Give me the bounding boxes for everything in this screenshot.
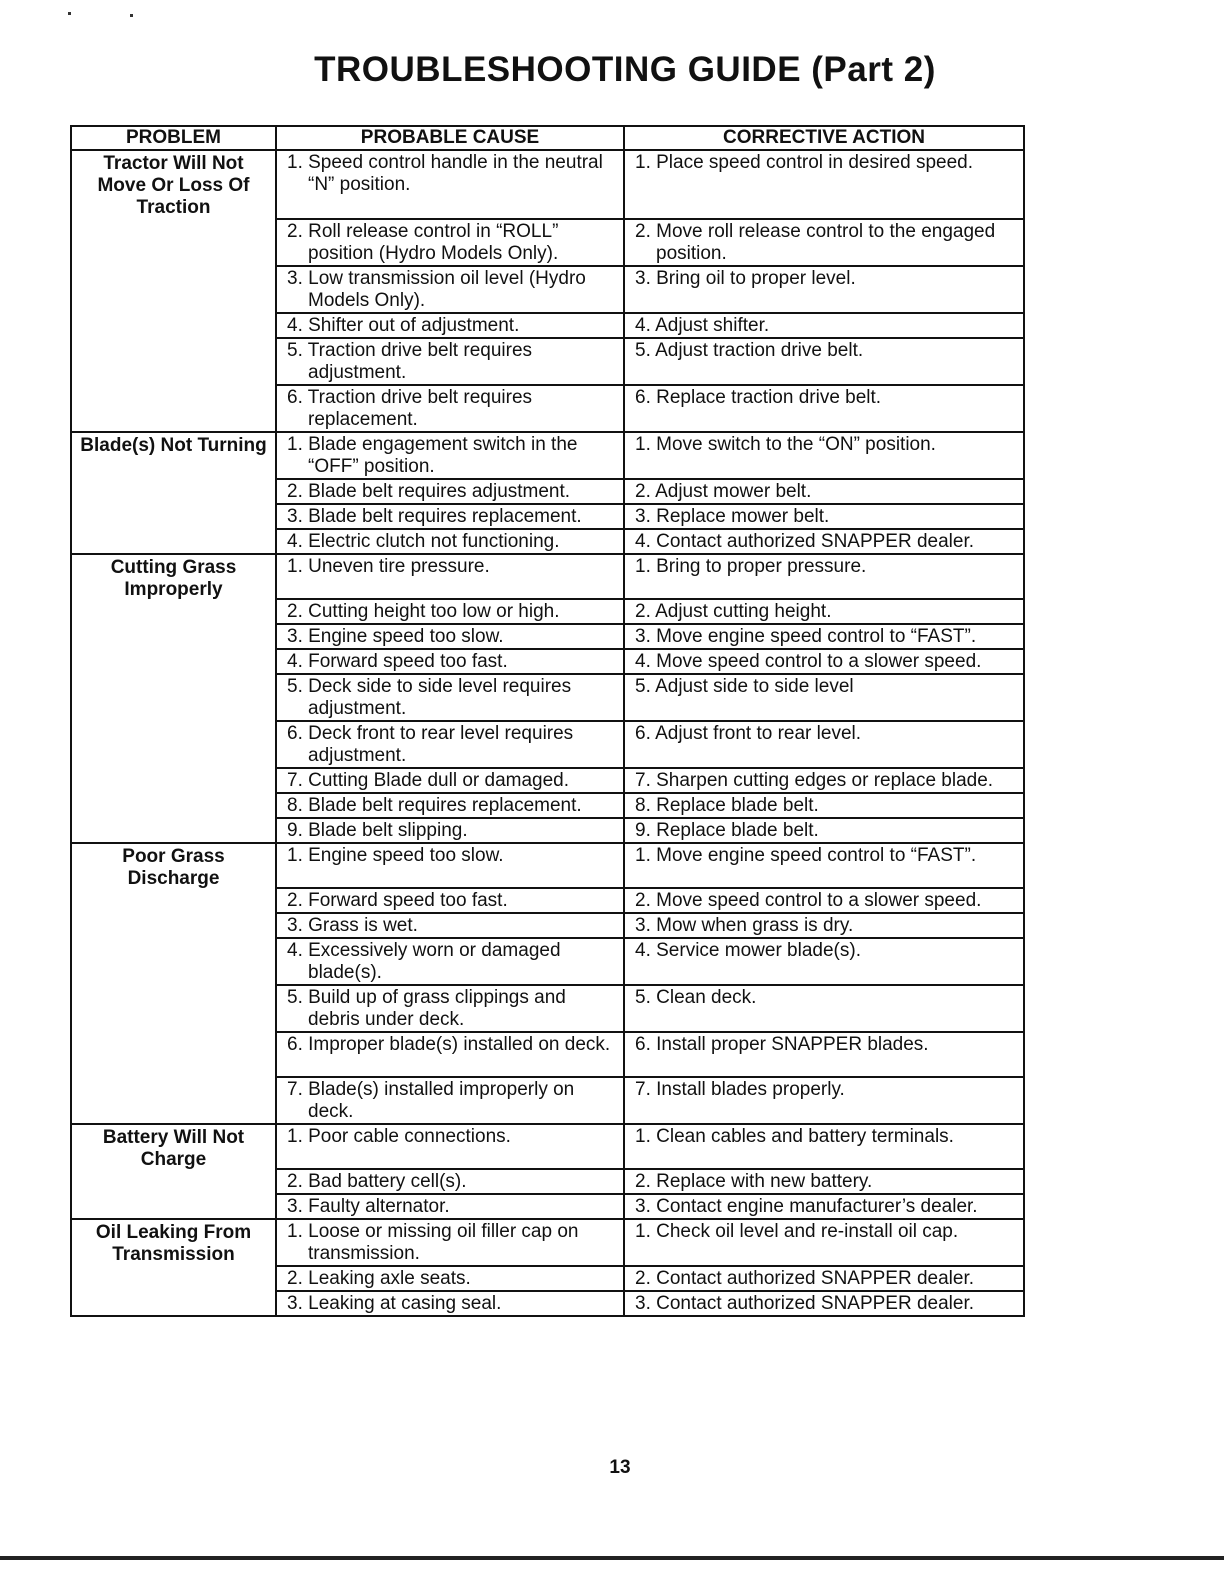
cause-cell [276, 504, 624, 529]
cause-text: 3. Engine speed too slow. [287, 626, 504, 647]
table-row [71, 1219, 1024, 1266]
action-cell [624, 768, 1024, 793]
action-cell [624, 793, 1024, 818]
action-cell [624, 1194, 1024, 1219]
action-text: 3. Move engine speed control to “FAST”. [635, 626, 977, 647]
problem-cell: Blade(s) Not Turning [71, 432, 276, 554]
action-text: 8. Replace blade belt. [635, 795, 819, 816]
cause-text: 1. Loose or missing oil filler cap on transmission. [287, 1221, 579, 1264]
action-text: 2. Move roll release control to the engaged position. [635, 221, 996, 264]
column-header-cause: PROBABLE CAUSE [276, 126, 624, 150]
action-cell [624, 624, 1024, 649]
table-row [71, 554, 1024, 599]
action-text: 5. Adjust side to side level [635, 676, 854, 697]
action-text: 4. Move speed control to a slower speed. [635, 651, 982, 672]
action-cell [624, 219, 1024, 266]
action-text: 2. Move speed control to a slower speed. [635, 890, 982, 911]
cause-cell [276, 1266, 624, 1291]
cause-text: 3. Faulty alternator. [287, 1196, 450, 1217]
cause-cell [276, 266, 624, 313]
cause-text: 6. Traction drive belt requires replacement. [287, 387, 533, 430]
action-text: 1. Move engine speed control to “FAST”. [635, 845, 977, 866]
action-text: 6. Adjust front to rear level. [635, 723, 862, 744]
cause-cell [276, 529, 624, 554]
cause-cell [276, 888, 624, 913]
table-row [71, 843, 1024, 888]
action-cell [624, 938, 1024, 985]
cause-cell [276, 554, 624, 599]
cause-text: 6. Improper blade(s) installed on deck. [287, 1034, 611, 1055]
cause-cell [276, 818, 624, 843]
action-cell [624, 888, 1024, 913]
cause-cell [276, 599, 624, 624]
cause-text: 4. Electric clutch not functioning. [287, 531, 560, 552]
action-text: 5. Adjust traction drive belt. [635, 340, 864, 361]
problem-cell: Tractor Will Not Move Or Loss Of Traction [71, 150, 276, 432]
column-header-problem: PROBLEM [71, 126, 276, 150]
scan-edge-line [0, 1556, 1224, 1560]
cause-cell [276, 649, 624, 674]
action-cell [624, 504, 1024, 529]
action-cell [624, 313, 1024, 338]
cause-cell [276, 1124, 624, 1169]
scan-speck [68, 12, 71, 15]
action-text: 2. Contact authorized SNAPPER dealer. [635, 1268, 975, 1289]
action-cell [624, 843, 1024, 888]
cause-cell [276, 843, 624, 888]
cause-text: 3. Grass is wet. [287, 915, 418, 936]
cause-text: 2. Bad battery cell(s). [287, 1171, 467, 1192]
cause-text: 3. Low transmission oil level (Hydro Models Only). [287, 268, 586, 311]
action-cell [624, 432, 1024, 479]
cause-cell [276, 1169, 624, 1194]
cause-cell [276, 1077, 624, 1124]
action-text: 3. Mow when grass is dry. [635, 915, 854, 936]
page-title: TROUBLESHOOTING GUIDE (Part 2) [314, 50, 936, 89]
cause-cell [276, 793, 624, 818]
cause-text: 7. Cutting Blade dull or damaged. [287, 770, 570, 791]
action-cell [624, 266, 1024, 313]
action-cell [624, 913, 1024, 938]
action-text: 4. Contact authorized SNAPPER dealer. [635, 531, 975, 552]
action-cell [624, 599, 1024, 624]
action-cell [624, 1169, 1024, 1194]
cause-cell [276, 674, 624, 721]
action-cell [624, 985, 1024, 1032]
table-row [71, 432, 1024, 479]
cause-text: 5. Build up of grass clippings and debris under deck. [287, 987, 566, 1030]
action-text: 4. Adjust shifter. [635, 315, 770, 336]
action-text: 7. Install blades properly. [635, 1079, 845, 1100]
action-cell [624, 1124, 1024, 1169]
action-cell [624, 649, 1024, 674]
action-text: 4. Service mower blade(s). [635, 940, 861, 961]
problem-cell: Poor Grass Discharge [71, 843, 276, 1124]
action-cell [624, 338, 1024, 385]
action-cell [624, 674, 1024, 721]
cause-text: 2. Roll release control in “ROLL” position (Hydro Models Only). [287, 221, 559, 264]
cause-cell [276, 1032, 624, 1077]
table-row [71, 1124, 1024, 1169]
scan-speck [130, 14, 133, 17]
action-cell [624, 818, 1024, 843]
action-text: 3. Bring oil to proper level. [635, 268, 856, 289]
cause-cell [276, 1194, 624, 1219]
cause-text: 4. Excessively worn or damaged blade(s). [287, 940, 561, 983]
cause-cell [276, 313, 624, 338]
cause-cell [276, 938, 624, 985]
cause-text: 3. Leaking at casing seal. [287, 1293, 502, 1314]
cause-cell [276, 985, 624, 1032]
table-row [71, 150, 1024, 219]
action-text: 1. Place speed control in desired speed. [635, 152, 973, 173]
cause-text: 9. Blade belt slipping. [287, 820, 468, 841]
action-cell [624, 1266, 1024, 1291]
cause-cell [276, 338, 624, 385]
action-text: 2. Adjust mower belt. [635, 481, 812, 502]
action-text: 1. Clean cables and battery terminals. [635, 1126, 954, 1147]
cause-text: 2. Cutting height too low or high. [287, 601, 560, 622]
action-text: 7. Sharpen cutting edges or replace blade. [635, 770, 994, 791]
cause-text: 3. Blade belt requires replacement. [287, 506, 582, 527]
problem-cell: Battery Will Not Charge [71, 1124, 276, 1219]
column-header-action: CORRECTIVE ACTION [624, 126, 1024, 150]
action-cell [624, 479, 1024, 504]
action-cell [624, 721, 1024, 768]
action-cell [624, 1291, 1024, 1316]
table-header-row [71, 126, 1024, 150]
cause-text: 2. Blade belt requires adjustment. [287, 481, 571, 502]
cause-cell [276, 721, 624, 768]
action-text: 3. Contact engine manufacturer’s dealer. [635, 1196, 978, 1217]
cause-text: 1. Uneven tire pressure. [287, 556, 490, 577]
troubleshooting-table [70, 125, 1025, 1317]
cause-cell [276, 479, 624, 504]
cause-text: 2. Forward speed too fast. [287, 890, 508, 911]
action-text: 6. Replace traction drive belt. [635, 387, 882, 408]
cause-cell [276, 150, 624, 219]
action-text: 1. Move switch to the “ON” position. [635, 434, 936, 455]
action-text: 5. Clean deck. [635, 987, 757, 1008]
cause-cell [276, 768, 624, 793]
action-cell [624, 150, 1024, 219]
action-cell [624, 1032, 1024, 1077]
cause-cell [276, 624, 624, 649]
cause-text: 1. Poor cable connections. [287, 1126, 511, 1147]
action-text: 2. Replace with new battery. [635, 1171, 873, 1192]
cause-text: 2. Leaking axle seats. [287, 1268, 471, 1289]
cause-text: 8. Blade belt requires replacement. [287, 795, 582, 816]
cause-text: 4. Forward speed too fast. [287, 651, 508, 672]
action-cell [624, 1219, 1024, 1266]
action-text: 2. Adjust cutting height. [635, 601, 832, 622]
cause-cell [276, 913, 624, 938]
action-cell [624, 554, 1024, 599]
action-text: 6. Install proper SNAPPER blades. [635, 1034, 929, 1055]
cause-text: 4. Shifter out of adjustment. [287, 315, 520, 336]
cause-cell [276, 219, 624, 266]
cause-text: 1. Engine speed too slow. [287, 845, 504, 866]
action-text: 3. Contact authorized SNAPPER dealer. [635, 1293, 975, 1314]
cause-text: 5. Traction drive belt requires adjustment. [287, 340, 533, 383]
cause-cell [276, 385, 624, 432]
problem-cell: Oil Leaking From Transmission [71, 1219, 276, 1316]
cause-text: 5. Deck side to side level requires adjustment. [287, 676, 572, 719]
action-text: 1. Check oil level and re-install oil cap. [635, 1221, 959, 1242]
action-text: 9. Replace blade belt. [635, 820, 819, 841]
action-text: 1. Bring to proper pressure. [635, 556, 867, 577]
action-cell [624, 1077, 1024, 1124]
page-number: 13 [609, 1457, 631, 1478]
cause-cell [276, 1291, 624, 1316]
action-cell [624, 385, 1024, 432]
cause-text: 7. Blade(s) installed improperly on deck. [287, 1079, 575, 1122]
cause-text: 6. Deck front to rear level requires adjustment. [287, 723, 574, 766]
cause-text: 1. Blade engagement switch in the “OFF” position. [287, 434, 578, 477]
cause-text: 1. Speed control handle in the neutral “N” position. [287, 152, 603, 195]
action-cell [624, 529, 1024, 554]
cause-cell [276, 432, 624, 479]
cause-cell [276, 1219, 624, 1266]
problem-cell: Cutting Grass Improperly [71, 554, 276, 843]
action-text: 3. Replace mower belt. [635, 506, 830, 527]
